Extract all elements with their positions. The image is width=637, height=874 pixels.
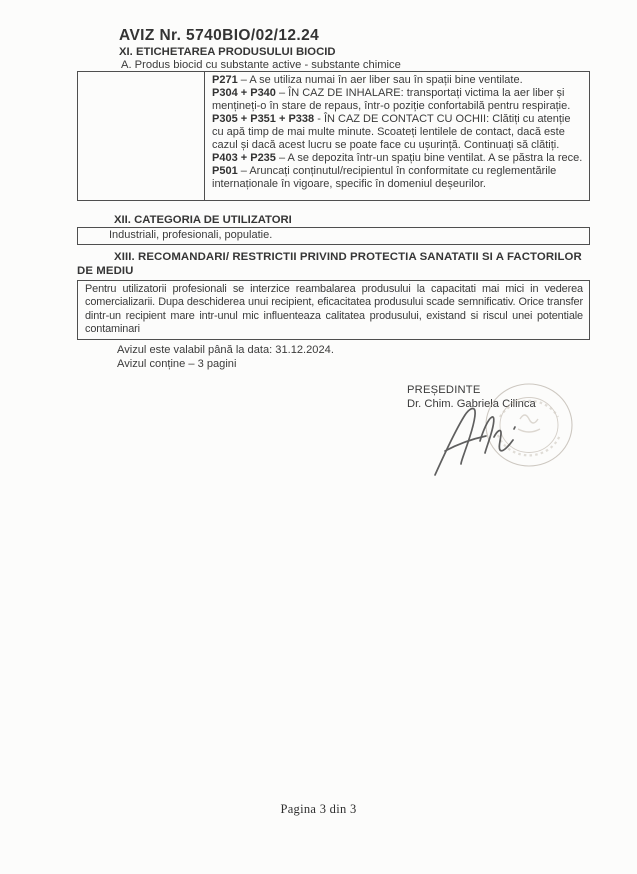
p-code: P501 [212, 165, 238, 178]
user-categories-table-row: Industriali, profesionali, populatie. [77, 227, 590, 245]
precaution-statements-table [77, 71, 590, 201]
section-12-heading: XII. CATEGORIA DE UTILIZATORI [114, 214, 292, 226]
p-phrase-row [212, 152, 583, 165]
signature-scribble [428, 399, 528, 479]
p-text: – ÎN CAZ DE INHALARE: transportați victima la aer liber și mențineți-o în stare de repaus, într-o poziție confortabilă pentru respirație. [212, 87, 571, 113]
p-text: – A se depozita într-un spațiu bine ventilat. A se păstra la rece. [278, 152, 583, 165]
p-text: – A se utiliza numai în aer liber sau în spații bine ventilate. [240, 74, 523, 86]
p-phrase-row [212, 87, 583, 113]
pages-count-line: Avizul conține – 3 pagini [117, 358, 237, 370]
p-text: - ÎN CAZ DE CONTACT CU OCHII: Clătiți cu atenție cu apă timp de mai multe minute. Scoateți lentilele de contact, dacă este cazul și dacă acest lucru se poate face cu ușurință. Continuați să clătiți. [212, 113, 571, 152]
p-code: P271 [212, 74, 238, 86]
validity-line: Avizul este valabil până la data: 31.12.2024. [117, 344, 334, 356]
p-phrase-row [212, 165, 583, 191]
doc-title: AVIZ Nr. 5740BIO/02/12.24 [119, 27, 320, 44]
table-cell-empty [78, 72, 205, 200]
p-code: P305 + P351 + P338 [212, 113, 315, 126]
p-text: – Aruncați conținutul/recipientul în conformitate cu reglementările internaționale în vigoare, specific în domeniul deșeurilor. [212, 165, 557, 191]
p-phrase-row [212, 74, 583, 87]
table-cell-phrases [205, 72, 589, 200]
signatory-name: Dr. Chim. Gabriela Cilinca [407, 398, 536, 410]
section-13-heading: XIII. RECOMANDARI/ RESTRICTII PRIVIND PROTECTIA SANATATII SI A FACTORILOR DE MEDIU [77, 251, 582, 277]
p-code: P403 + P235 [212, 152, 276, 165]
page-number: Pagina 3 din 3 [280, 802, 357, 816]
section-11-heading: XI. ETICHETAREA PRODUSULUI BIOCID [119, 46, 336, 58]
recommendations-box: Pentru utilizatorii profesionali se interzice reambalarea produsului la capacitati mai mici in vederea comercializarii. Dupa deschiderea unui recipient, eficacitatea produsului scade semnificativ. Orice transfer dintr-un recipient mare intr-unul mic influenteaza calitatea produsului, existand si riscul unei potentiale contaminari [77, 280, 590, 340]
section-11-subheading: A. Produs biocid cu substante active - substante chimice [121, 59, 401, 71]
p-phrase-row [212, 113, 583, 152]
signatory-role: PREȘEDINTE [407, 384, 481, 396]
p-code: P304 + P340 [212, 87, 276, 100]
